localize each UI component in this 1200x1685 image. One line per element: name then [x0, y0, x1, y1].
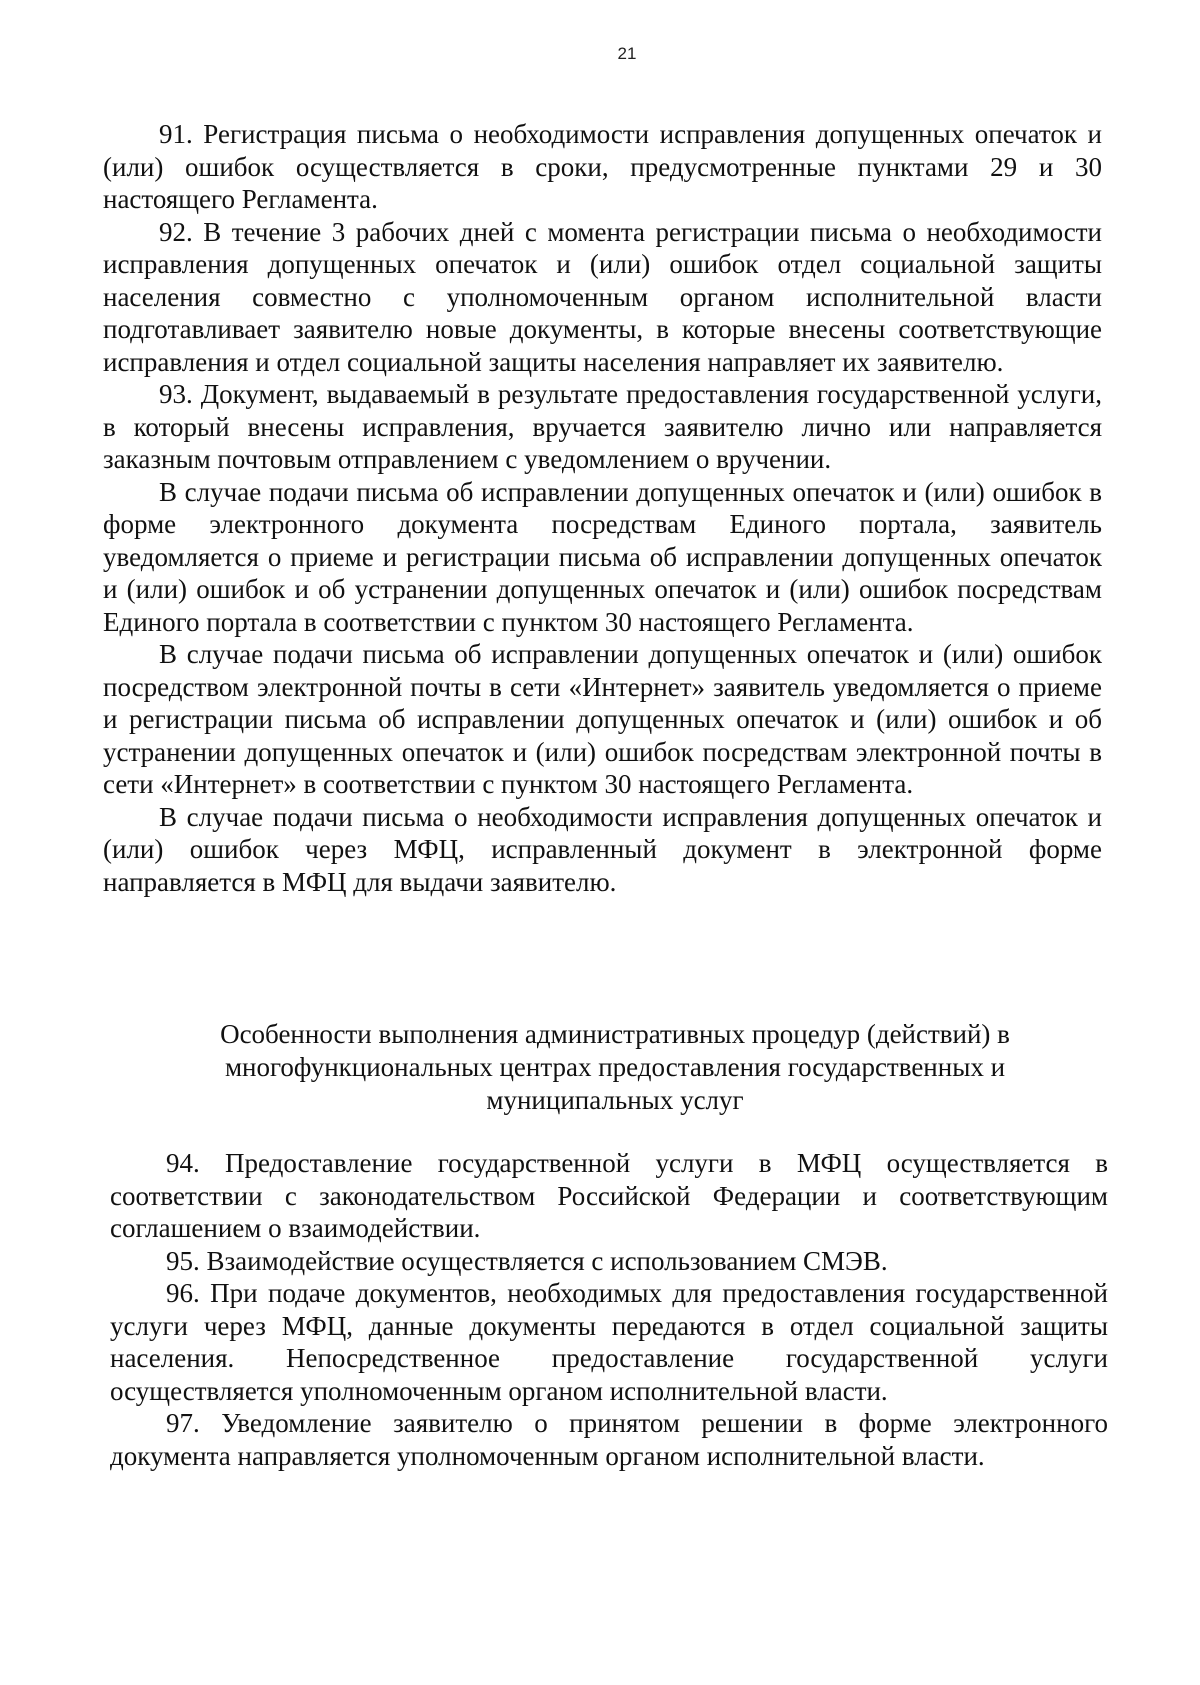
paragraph-97: 97. Уведомление заявителю о принятом решении в форме электронного документа направляется уполномоченным органом исполнительной власти.	[110, 1408, 1108, 1471]
paragraph-91: 91. Регистрация письма о необходимости исправления допущенных опечаток и (или) ошибок осуществляется в сроки, предусмотренные пунктами 29 и 30 настоящего Регламента.	[103, 119, 1102, 214]
document-body-before-heading	[103, 118, 1102, 898]
paragraph-mfc: В случае подачи письма о необходимости исправления допущенных опечаток и (или) ошибок через МФЦ, исправленный документ в электронной форме направляется в МФЦ для выдачи заявителю.	[103, 801, 1102, 897]
paragraph-93: 93. Документ, выдаваемый в результате предоставления государственной услуги, в который внесены исправления, вручается заявителю лично или направляется заказным почтовым отправлением с уведомлением о вручении.	[103, 379, 1102, 474]
paragraph-92: 92. В течение 3 рабочих дней с момента регистрации письма о необходимости исправления допущенных опечаток и (или) ошибок отдел социальной защиты населения совместно с уполномоченным органом исполнительной власти подготавливает заявителю новые документы, в которые внесены соответствующие исправления и отдел социальной защиты населения направляет их заявителю.	[103, 216, 1102, 377]
page-number: 21	[617, 44, 637, 63]
paragraph-single-portal: В случае подачи письма об исправлении допущенных опечаток и (или) ошибок в форме электронного документа посредствам Единого портала, заявитель уведомляется о приеме и регистрации письма об исправлении допущенных опечаток и (или) ошибок и об устранении допущенных опечаток и (или) ошибок посредствам Единого портала в соответствии с пунктом 30 настоящего Регламента.	[103, 476, 1102, 637]
section-heading: Особенности выполнения административных процедур (действий) в многофункциональных центрах предоставления государственных и муниципальных услуг	[220, 1019, 1010, 1115]
document-body-after-heading	[110, 1147, 1108, 1472]
paragraph-95: 95. Взаимодействие осуществляется с использованием СМЭВ.	[166, 1245, 888, 1276]
paragraph-email: В случае подачи письма об исправлении допущенных опечаток и (или) ошибок посредством электронной почты в сети «Интернет» заявитель уведомляется о приеме и регистрации письма об исправлении допущенных опечаток и (или) ошибок и об устранении допущенных опечаток и (или) ошибок посредствам электронной почты в сети «Интернет» в соответствии с пунктом 30 настоящего Регламента.	[103, 639, 1102, 799]
paragraph-94: 94. Предоставление государственной услуги в МФЦ осуществляется в соответствии с законодательством Российской Федерации и соответствующим соглашением о взаимодействии.	[110, 1148, 1108, 1243]
paragraph-96: 96. При подаче документов, необходимых для предоставления государственной услуги через МФЦ, данные документы передаются в отдел социальной защиты населения. Непосредственное предоставление государственной услуги осуществляется уполномоченным органом исполнительной власти.	[110, 1278, 1108, 1406]
